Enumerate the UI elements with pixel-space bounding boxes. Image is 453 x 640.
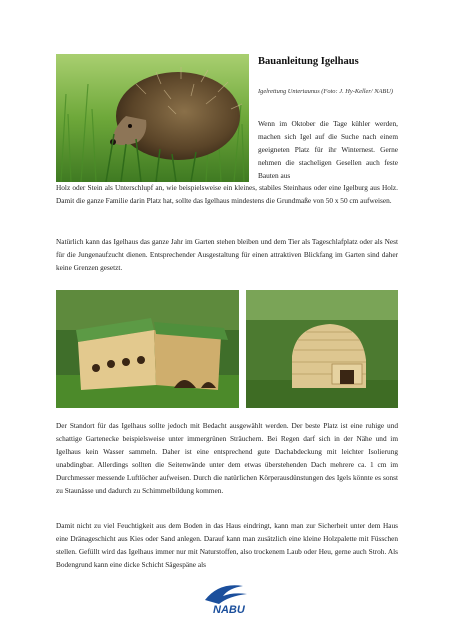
paragraph-drainage: Damit nicht zu viel Feuchtigkeit aus dem Boden in das Haus eindringt, kann man zur Sicherheit unter dem Haus eine Dränageschicht aus Kies oder Sand anlegen. Darauf kann man zusätzlich eine kleine Holzpalette mit Füsschen stellen. Gefüllt wird das Igelhaus immer nur mit Naturstoffen, also trockenem Laub oder Heu, gerne auch Stroh. Als Bodengrund kann eine dicke Schicht Sägespäne als (56, 521, 398, 569)
svg-text:NABU: NABU (213, 604, 245, 616)
paragraph-intro-right: Wenn im Oktober die Tage kühler werden, machen sich Igel auf die Suche nach einem geeigneten Platz für ihr Winternest. Gerne nehmen die stacheligen Gesellen auch feste Bauten aus (258, 119, 398, 180)
photo-caption: Igelrettung Untertaunus (Foto: J. Hy-Keller/ NABU) (258, 88, 394, 95)
hedgehog-house-photo-2 (246, 290, 398, 408)
nabu-logo (199, 580, 257, 616)
hedgehog-photo (56, 54, 249, 182)
paragraph-location: Der Standort für das Igelhaus sollte jedoch mit Bedacht ausgewählt werden. Der beste Platz ist eine ruhige und schattige Gartenecke beispielsweise unter immergrünen Sträuchern. Bei Regen darf sich in der Nähe und im Igelhaus kein Wasser sammeln. Daher ist eine entsprechend gute Dachabdeckung mit leichter Isolierung unabdingbar. Allerdings sollten die Seitenwände unter dem etwas überstehenden Dach mehrere ca. 1 cm im Durchmesser messende Luftlöcher aufweisen. Durch die natürlichen Körperausdünstungen des Igels könnte es sonst zu Staunässe und dadurch zu Schimmelbildung kommen. (56, 421, 398, 495)
paragraph-intro-continued: Holz oder Stein als Unterschlupf an, wie beispielsweise ein kleines, stabiles Steinhaus oder eine Igelburg aus Holz. Damit die ganze Familie darin Platz hat, sollte das Igelhaus mindestens die Grundmaße von 50 x 50 cm aufweisen. (56, 183, 398, 205)
paragraph-garden: Natürlich kann das Igelhaus das ganze Jahr im Garten stehen bleiben und dem Tier als Tageschlafplatz oder als Nest für die Jungenaufzucht dienen. Entsprechender Ausgestaltung für einen attraktiven Blickfang im Garten sind daher keine Grenzen gesetzt. (56, 237, 398, 272)
page-title: Bauanleitung Igelhaus (258, 56, 359, 67)
hedgehog-house-photo-1 (56, 290, 239, 408)
